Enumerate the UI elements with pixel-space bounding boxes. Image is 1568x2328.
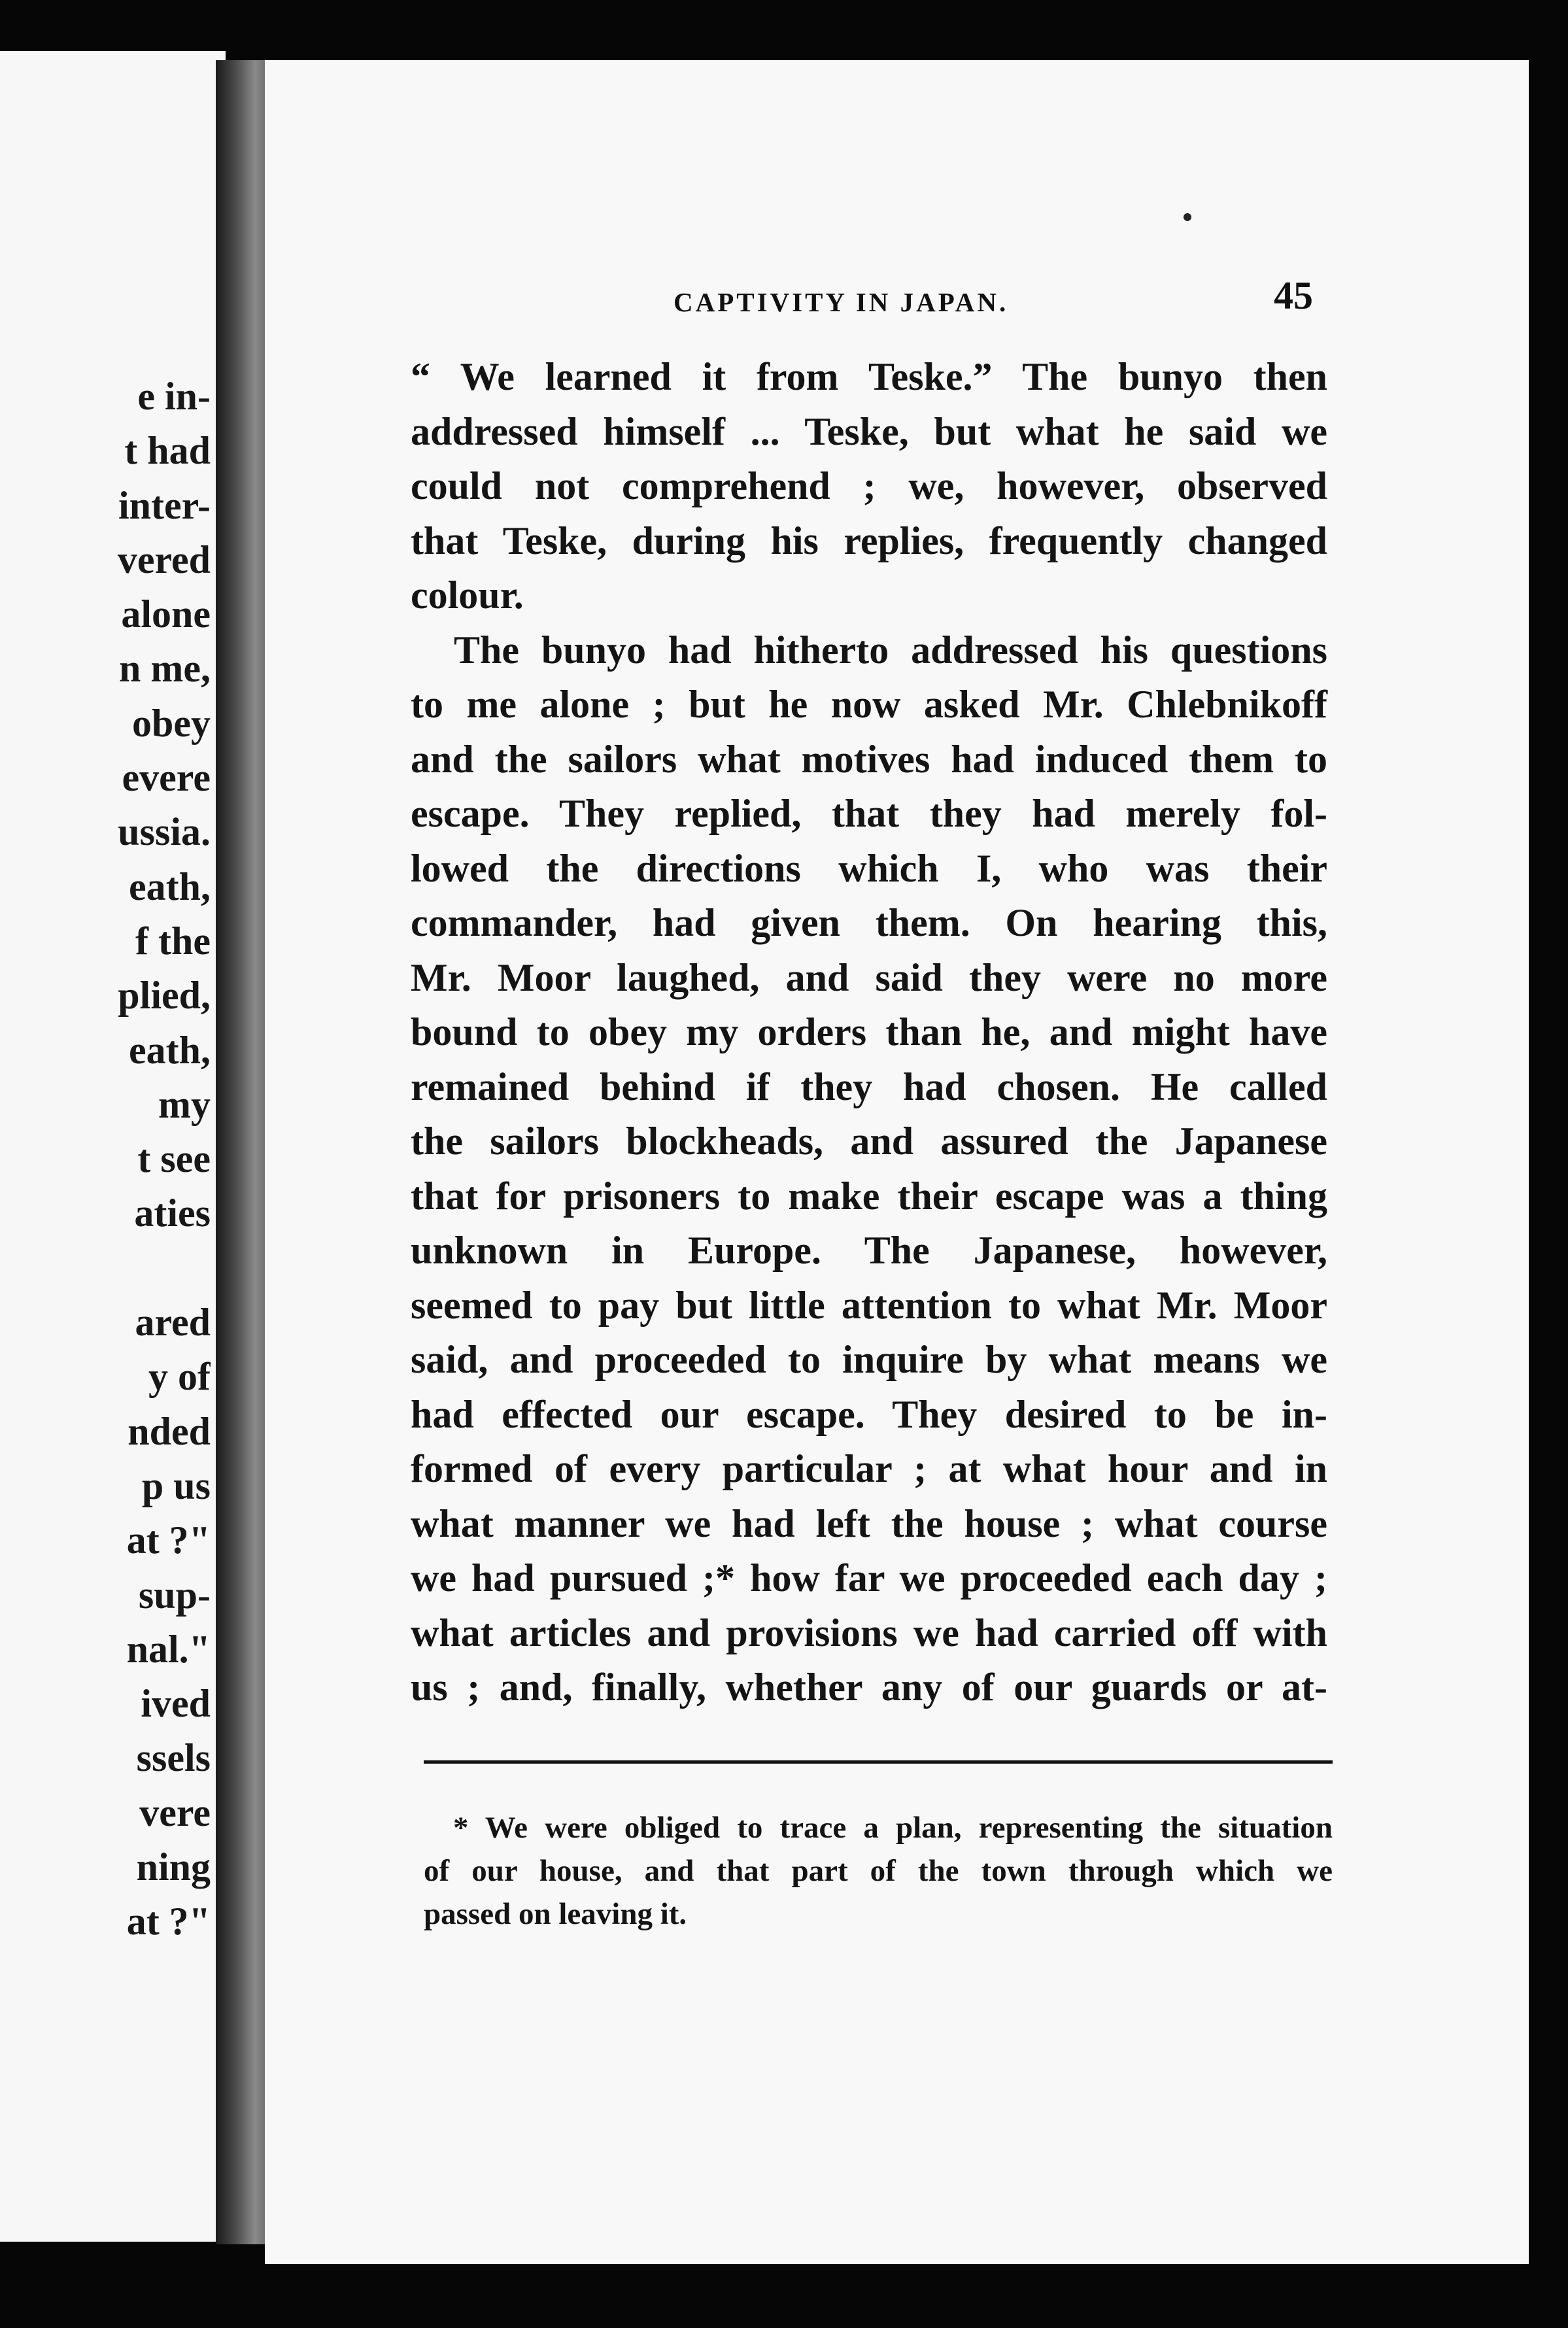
text-line: that Teske, during his replies, frequently changed (411, 519, 1327, 562)
text-line: remained behind if they had chosen. He called (411, 1065, 1327, 1108)
left-fragment: e in- (137, 375, 211, 418)
left-fragment: inter- (118, 483, 211, 527)
left-fragment: nded (128, 1409, 211, 1453)
left-fragment: t see (137, 1137, 211, 1181)
text-line: had effected our escape. They desired to be in- (411, 1392, 1327, 1436)
left-fragment: my (158, 1082, 211, 1126)
text-line: what articles and provisions we had carried off with (411, 1611, 1327, 1654)
left-fragment: ared (135, 1301, 211, 1344)
text-line: lowed the directions which I, who was their (411, 846, 1327, 890)
text-line: commander, had given them. On hearing this, (411, 901, 1327, 944)
text-line: the sailors blockheads, and assured the Japanese (411, 1120, 1327, 1163)
text-line: we had pursued ;* how far we proceeded each day ; (411, 1556, 1327, 1600)
left-fragment: ning (136, 1845, 211, 1889)
left-fragment: p us (141, 1464, 211, 1507)
left-fragment: at ?" (126, 1900, 211, 1943)
text-line: The bunyo had hitherto addressed his questions (454, 628, 1327, 672)
left-fragment: nal." (126, 1627, 211, 1671)
left-fragment: f the (135, 919, 211, 963)
left-fragment: eath, (129, 1028, 211, 1072)
text-line: “ We learned it from Teske.” The bunyo then (411, 355, 1327, 398)
text-line: colour. (411, 573, 524, 617)
left-fragment: at ?" (126, 1518, 211, 1562)
left-fragment (0, 1241, 211, 1295)
left-fragment: n me, (119, 647, 211, 691)
left-fragment: y of (148, 1355, 211, 1399)
left-page-text-fragments (0, 369, 211, 1949)
text-line: and the sailors what motives had induced them to (411, 737, 1327, 781)
left-fragment: aties (134, 1191, 211, 1235)
text-line: that for prisoners to make their escape was a thing (411, 1174, 1327, 1218)
text-line: bound to obey my orders than he, and might have (411, 1010, 1327, 1053)
text-line: could not comprehend ; we, however, observed (411, 464, 1327, 507)
body-text (411, 350, 1327, 1715)
text-line: Mr. Moor laughed, and said they were no more (411, 955, 1327, 999)
footnote-line: passed on leaving it. (424, 1897, 687, 1931)
text-line: addressed himself ... Teske, but what he said we (411, 409, 1327, 453)
text-line: seemed to pay but little attention to what Mr. Moor (411, 1283, 1327, 1327)
left-fragment: eath, (129, 864, 211, 908)
left-fragment: ussia. (118, 810, 211, 854)
left-fragment: vere (139, 1790, 211, 1834)
left-fragment: sup- (138, 1573, 211, 1617)
footnote-divider (424, 1760, 1333, 1764)
text-line: unknown in Europe. The Japanese, however, (411, 1229, 1327, 1272)
running-header-title: CAPTIVITY IN JAPAN. (673, 287, 1009, 317)
left-fragment: obey (132, 701, 211, 745)
left-fragment: evere (122, 756, 211, 800)
text-line: what manner we had left the house ; what course (411, 1501, 1327, 1545)
left-fragment: t had (124, 429, 211, 473)
text-line: formed of every particular ; at what hour and in (411, 1447, 1327, 1490)
left-fragment: alone (121, 592, 211, 636)
ink-speck (1184, 213, 1191, 221)
text-line: us ; and, finally, whether any of our guards or at- (411, 1666, 1327, 1709)
left-fragment: vered (117, 538, 211, 581)
page-number: 45 (1274, 274, 1313, 317)
footnote-line: * We were obliged to trace a plan, representing the situation (453, 1811, 1333, 1845)
footnote-line: of our house, and that part of the town through which we (424, 1854, 1333, 1888)
left-fragment: plied, (118, 974, 211, 1018)
text-line: escape. They replied, that they had merely fol- (411, 792, 1327, 835)
left-fragment: ived (141, 1682, 211, 1726)
text-line: said, and proceeded to inquire by what means we (411, 1338, 1327, 1381)
text-line: to me alone ; but he now asked Mr. Chlebnikoff (411, 683, 1327, 726)
left-fragment: ssels (136, 1736, 211, 1780)
footnote (424, 1806, 1333, 1936)
